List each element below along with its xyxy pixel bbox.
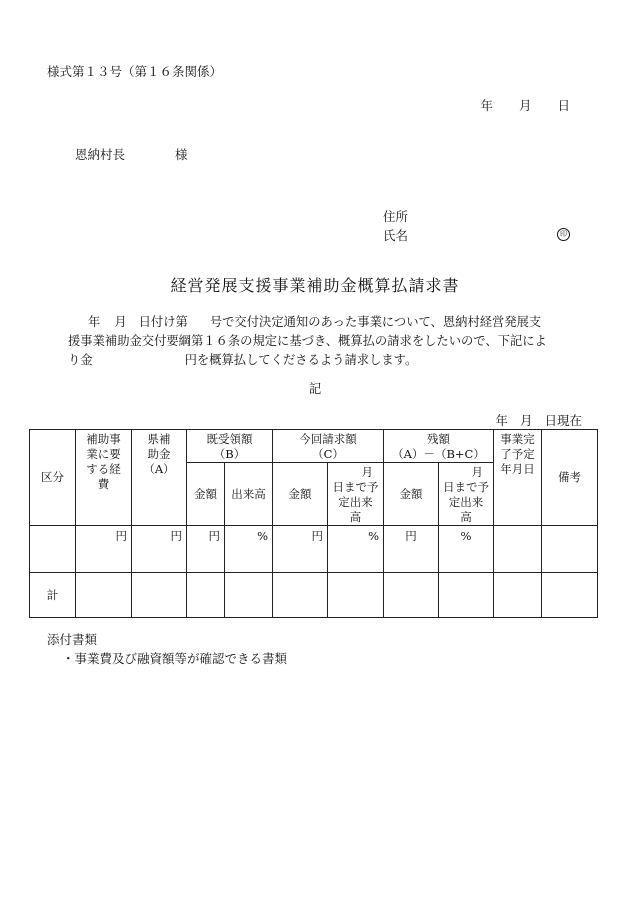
sub-b-dekidaka: 出来高 bbox=[225, 463, 273, 526]
cell-biko[interactable] bbox=[542, 526, 598, 573]
date-year: 年 bbox=[480, 98, 493, 113]
table-row bbox=[30, 526, 598, 573]
cell-b-yen[interactable]: 円 bbox=[187, 526, 225, 573]
cell-c-yen[interactable]: 円 bbox=[273, 526, 328, 573]
body-line-2: 援事業補助金交付要綱第１６条の規定に基づき、概算払の請求をしたいので、下記によ bbox=[68, 334, 547, 348]
total-b-yen[interactable] bbox=[187, 573, 225, 618]
body-rest-1: 号で交付決定通知のあった事業について、恩納村経営発展支 bbox=[209, 315, 542, 329]
body-text bbox=[68, 313, 588, 370]
cell-kanryo[interactable] bbox=[494, 526, 542, 573]
cell-zan-pct[interactable]: % bbox=[439, 526, 494, 573]
total-kanryo[interactable] bbox=[494, 573, 542, 618]
header-ken-hojokin: 県補 助金 （A） bbox=[132, 430, 187, 526]
ki-heading: 記 bbox=[308, 381, 322, 396]
seal-icon: 印 bbox=[557, 228, 570, 241]
date-day: 日 bbox=[557, 98, 570, 113]
sub-zan-dekidaka: 月 日まで予 定出来 高 bbox=[439, 463, 494, 526]
table-row bbox=[30, 573, 598, 618]
document-title: 経営発展支援事業補助金概算払請求書 bbox=[170, 276, 460, 295]
total-b-pct[interactable] bbox=[225, 573, 273, 618]
cell-c-pct[interactable]: % bbox=[328, 526, 384, 573]
claim-table bbox=[29, 429, 598, 618]
total-c-pct[interactable] bbox=[328, 573, 384, 618]
header-konkai: 今回請求額 （C） bbox=[273, 430, 384, 463]
cell-kubun[interactable] bbox=[30, 526, 76, 573]
body-month: 月 bbox=[114, 315, 127, 329]
cell-b-pct[interactable]: % bbox=[225, 526, 273, 573]
header-kizyuryo: 既受領額 （B） bbox=[187, 430, 273, 463]
body-amount-suffix: 円を概算払してくださるよう請求します。 bbox=[184, 353, 418, 367]
header-hojo-jigyohi: 補助事 業に要 する経 費 bbox=[76, 430, 132, 526]
sub-c-dekidaka: 月 日まで予 定出来 高 bbox=[328, 463, 384, 526]
total-label: 計 bbox=[30, 573, 76, 618]
attachments-title: 添付書類 bbox=[47, 632, 98, 647]
cell-zan-yen[interactable]: 円 bbox=[384, 526, 439, 573]
sub-c-kingaku: 金額 bbox=[273, 463, 328, 526]
header-kanryo-yotei: 事業完 了予定 年月日 bbox=[494, 430, 542, 526]
total-c-yen[interactable] bbox=[273, 573, 328, 618]
header-kubun: 区分 bbox=[30, 430, 76, 526]
header-biko: 備考 bbox=[542, 430, 598, 526]
as-of-date bbox=[495, 413, 582, 429]
recipient-name: 恩納村長 bbox=[75, 147, 126, 162]
total-zan-pct[interactable] bbox=[439, 573, 494, 618]
as-of-year: 年 bbox=[495, 413, 508, 428]
total-biko[interactable] bbox=[542, 573, 598, 618]
total-zan-yen[interactable] bbox=[384, 573, 439, 618]
total-hojo[interactable] bbox=[76, 573, 132, 618]
body-day-ref: 日付け第 bbox=[138, 315, 188, 329]
recipient-honorific: 様 bbox=[175, 147, 188, 162]
total-ken[interactable] bbox=[132, 573, 187, 618]
form-number: 様式第１３号（第１６条関係） bbox=[47, 64, 223, 79]
body-year: 年 bbox=[88, 315, 101, 329]
body-amount-prefix: り金 bbox=[68, 353, 93, 367]
address-label: 住所 bbox=[383, 209, 409, 224]
as-of-day: 日現在 bbox=[544, 413, 582, 428]
date-line bbox=[480, 98, 570, 114]
header-zangaku: 残額 （A）－（B+C） bbox=[384, 430, 494, 463]
as-of-month: 月 bbox=[519, 413, 533, 428]
body-line-3 bbox=[68, 351, 588, 370]
sub-b-kingaku: 金額 bbox=[187, 463, 225, 526]
recipient bbox=[75, 147, 188, 163]
body-line-1 bbox=[68, 313, 588, 332]
name-label: 氏名 bbox=[383, 228, 409, 243]
cell-hojo-yen[interactable]: 円 bbox=[76, 526, 132, 573]
sub-zan-kingaku: 金額 bbox=[384, 463, 439, 526]
cell-ken-yen[interactable]: 円 bbox=[132, 526, 187, 573]
attachment-item: ・事業費及び融資額等が確認できる書類 bbox=[62, 651, 288, 666]
date-month: 月 bbox=[518, 98, 532, 113]
